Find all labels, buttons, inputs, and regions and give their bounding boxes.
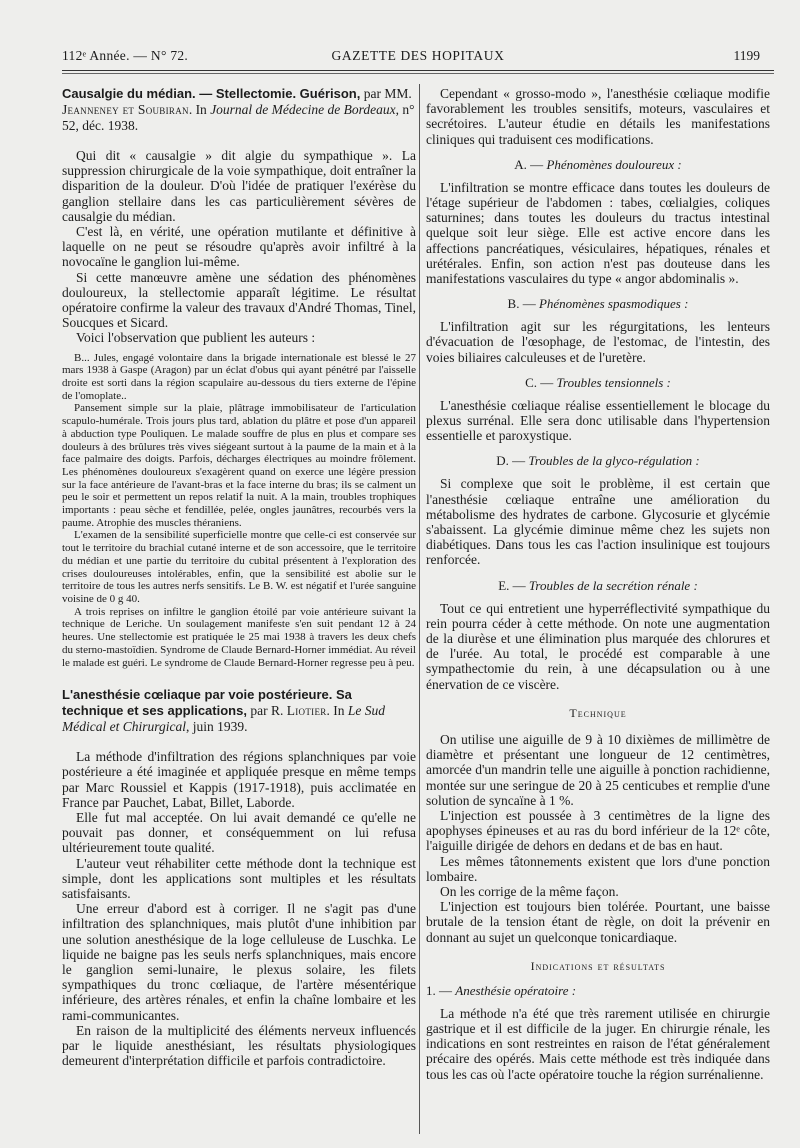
article-journal: Journal de Médecine de Bordeaux <box>210 102 396 117</box>
article-in: . In <box>188 102 211 117</box>
article-title: L'anesthésie cœliaque par voie postérieure. Sa technique et ses applications, <box>62 687 352 719</box>
subheading-prefix: B. — <box>507 296 539 312</box>
subheading-a <box>426 157 770 172</box>
column-divider <box>419 84 420 1134</box>
article-ref: , juin 1939. <box>185 719 248 735</box>
paragraph: On utilise une aiguille de 9 à 10 dixièmes de millimètre de diamètre et présentant une longueur de 12 centimètres, amorcée d'un mandrin telle une aiguille à ponction rachidienne, montée sur une seringue de 20 à 25 centicubes et remplie d'une solution de syncaïne à 1 %. <box>426 731 770 808</box>
numbered-heading <box>426 983 770 998</box>
subheading-text: Troubles tensionnels : <box>556 374 671 390</box>
paragraph: La méthode n'a été que très rarement utilisée en chirurgie gastrique et il est difficile de la juger. En chirurgie rénale, les indications en sont restreintes en raison de l'état généralement précaire des opérés. Mais cette méthode est très indiquée dans tous les cas où l'acte opératoire touche la région surrénalienne. <box>426 1005 770 1082</box>
section-heading-technique: Technique <box>569 705 627 720</box>
page-header <box>62 46 774 71</box>
subheading-e <box>426 578 770 593</box>
issue-number: 112ᵉ Année. — N° 72. <box>62 48 189 63</box>
header-rule <box>62 73 774 74</box>
subheading-text: Phénomènes douloureux : <box>546 156 682 172</box>
paragraph: Une erreur d'abord est à corriger. Il ne s'agit pas d'une infiltration des splanchniques, mais plutôt d'une inhibition par une solution anesthésique de la loge celluleuse de Luschka. Le liquide ne baigne pas les seuls nerfs splanchniques, mais encore le ganglion semi-lunaire, le plexus solaire, les filets sympathiques du tronc cœliaque, de l'artère mésentérique inférieure, des artères rénales, et enfin la chaîne lombaire et les rami-communicantes. <box>62 901 416 1023</box>
numbered-prefix: 1. — <box>426 982 456 998</box>
left-column <box>62 86 416 1068</box>
article-title: Causalgie du médian. — Stellectomie. Guérison, <box>62 86 361 101</box>
article-by: par R. <box>246 703 287 719</box>
article-ref: , n° 52, déc. 1938. <box>62 102 415 133</box>
article-heading <box>62 86 416 134</box>
article-authors: Jeanneney et Soubiran <box>62 102 189 117</box>
observation-paragraph: B... Jules, engagé volontaire dans la brigade internationale est blessé le 27 mars 1938 à Gaspe (Aragon) par un éclat d'obus qui ayant pénétré par l'aisselle droite est sorti dans la région scapulaire au-dessous du tiers externe de l'épine de l'omoplate.. <box>62 351 416 402</box>
observation-paragraph: A trois reprises on infiltre le ganglion étoilé par voie antérieure suivant la technique de Leriche. Un soulagement manifeste s'en suit pendant 12 à 24 heures. Une stellectomie est pratiquée le 25 mai 1938 à travers les deux chefs du sterno-mastoïdien. Syndrome de Claude Bernard-Horner immédiat. Au réveil le malade est guéri. Le syndrome de Claude Bernard-Horner regresse peu à peu. <box>62 605 416 669</box>
subheading-prefix: D. — <box>496 453 529 469</box>
paragraph: L'infiltration agit sur les régurgitations, les lenteurs d'évacuation de l'œsophage, de l'estomac, de l'intestin, des voies biliaires calculeuses et de l'uretère. <box>426 319 770 365</box>
paragraph: Voici l'observation que publient les auteurs : <box>76 330 316 346</box>
subheading-prefix: A. — <box>514 156 547 172</box>
article-authors: Liotier <box>286 703 327 719</box>
page-number: 1199 <box>733 48 760 63</box>
subheading-d <box>426 453 770 468</box>
paragraph: Si cette manœuvre amène une sédation des phénomènes douloureux, la stellectomie apparaît légitime. Le résultat opératoire confirme la valeur des travaux d'André Thomas, Tinel, Soucques et Sicard. <box>62 269 416 331</box>
article-journal: Le Sud Médical et Chirurgical <box>62 703 386 735</box>
observation-paragraph: L'examen de la sensibilité superficielle montre que celle-ci est conservée sur tout le territoire du brachial cutané interne et de son accessoire, que le territoire du médian et une partie du territoire du cubital présentent à l'exploration des crises douloureuses intolérables, enfin, que la sensibilité est abolie sur le territoire de tous les autres nerfs sensitifs. Le B. W. est négatif et l'urée sanguine voisine de 0 g 40. <box>62 529 416 605</box>
subheading-prefix: C. — <box>525 374 557 390</box>
paragraph: Cependant « grosso-modo », l'anesthésie cœliaque modifie favorablement les troubles sensitifs, moteurs, vasculaires et secrétoires. L'auteur étudie en détails les manifestations cliniques qui traduisent ces modifications. <box>426 86 770 147</box>
paragraph: On les corrige de la même façon. <box>440 883 619 899</box>
article-in: . In <box>326 703 348 719</box>
section-heading-indications: Indications et résultats <box>530 958 666 973</box>
right-column <box>426 86 770 1082</box>
paragraph: Tout ce qui entretient une hyperréflectivité sympathique du rein pourra céder à cette méthode. On note une augmentation de la diurèse et une élimination plus marquée des chlorures et de l'urée. Au total, le procédé est comparable à une sympathectomie du rein, à une décapsulation ou à une énervation de ce viscère. <box>426 600 770 692</box>
paragraph: L'anesthésie cœliaque réalise essentiellement le blocage du plexus surrénal. Elle sera donc utilisable dans l'hypertension essentielle et paroxystique. <box>426 397 770 444</box>
article-heading <box>62 687 416 735</box>
subheading-b <box>426 296 770 311</box>
observation-paragraph: Pansement simple sur la plaie, plâtrage immobilisateur de l'articulation scapulo-humérale. Trois jours plus tard, ablation du plâtre et pose d'un appareil à abduction type Pouliquen. Le malade souffre de plus en plus et compare ses douleurs à des brûlures très vives siégeant surtout à la paume de la main et à la face palmaire des doigts. Parfois, décharges électriques au moindre frôlement. Les phénomènes douloureux s'exagèrent quand on exerce une légère pression sur la face antérieure de l'avant-bras et la face interne du bras; ils se calment un peu le soir et permettent un repos relatif la nuit. A la main, troubles trophiques importants : peau sèche et fendillée, pelée, ongles jaunâtres, recourbés vers la paume. Atrophie des muscles théraniens. <box>62 402 416 529</box>
paragraph: L'injection est poussée à 3 centimètres de la ligne des apophyses épineuses et au ras du bord inférieur de la 12ᵉ côte, l'aiguille dirigée de dehors en dedans et de bas en haut. <box>426 807 770 854</box>
paragraph: Qui dit « causalgie » dit algie du sympathique ». La suppression chirurgicale de la voie sympathique, doit entraîner la disparition de la douleur. D'où l'idée de pratiquer l'exérèse du ganglion stellaire dans les cas particulièrement sévères de causalgie du médian. <box>62 148 416 224</box>
paragraph: L'infiltration se montre efficace dans toutes les douleurs de l'étage supérieur de l'abdomen : tabes, cœlialgies, coliques saturnines; dans toutes les douleurs du tractus intestinal quelque soit leur siège. Elle est active encore dans les affections pancréatiques, vésiculaires, hépatiques, rénales et urétérales. Enfin, son action n'est pas douteuse dans les manifestations vasculaires du type « angor abdominalis ». <box>426 179 770 287</box>
numbered-text: Anesthésie opératoire : <box>455 982 577 998</box>
paragraph: Si complexe que soit le problème, il est certain que l'anesthésie cœliaque entraîne une amélioration du métabolisme des hydrates de carbone. Glycosurie et glycémie s'abaissent. La glycémie diminue même chez les sujets non diabétiques. Dans tous les cas l'action insulinique est toujours renforcée. <box>426 476 770 568</box>
journal-title: GAZETTE DES HOPITAUX <box>331 48 505 63</box>
paragraph: Elle fut mal acceptée. On lui avait demandé ce qu'elle ne pouvait pas donner, et conséquemment on lui refusa ultérieurement toute qualité. <box>62 810 416 856</box>
subheading-text: Phénomènes spasmodiques : <box>538 296 689 312</box>
subheading-prefix: E. — <box>498 577 529 593</box>
paragraph: L'injection est toujours bien tolérée. Pourtant, une baisse brutale de la tension étant de règle, on doit la prévenir en donnant au sujet un quelconque tonicardiaque. <box>426 899 770 945</box>
paragraph: C'est là, en vérité, une opération mutilante et définitive à laquelle on ne peut se résoudre qu'après avoir infiltré à la novocaïne le ganglion lui-même. <box>62 224 416 270</box>
paragraph: L'auteur veut réhabiliter cette méthode dont la technique est simple, dont les applications sont multiples et les résultats satisfaisants. <box>62 855 416 902</box>
paragraph: En raison de la multiplicité des éléments nerveux influencés par le liquide anesthésiant, les résultats physiologiques demeurent d'interprétation difficile et parfois contradictoire. <box>62 1022 416 1069</box>
paragraph: La méthode d'infiltration des régions splanchniques par voie postérieure a été imaginée et appliquée presque en même temps par Marc Roussiel et Kappis (1917-1918), puis acclimatée en France par Pauchet, Labat, Billet, Laborde. <box>62 749 416 810</box>
article-by: par MM. <box>360 86 412 101</box>
subheading-c <box>426 375 770 390</box>
subheading-text: Troubles de la glyco-régulation : <box>528 453 700 469</box>
paragraph: Les mêmes tâtonnements existent que lors d'une ponction lombaire. <box>426 853 770 884</box>
subheading-text: Troubles de la secrétion rénale : <box>528 577 698 593</box>
